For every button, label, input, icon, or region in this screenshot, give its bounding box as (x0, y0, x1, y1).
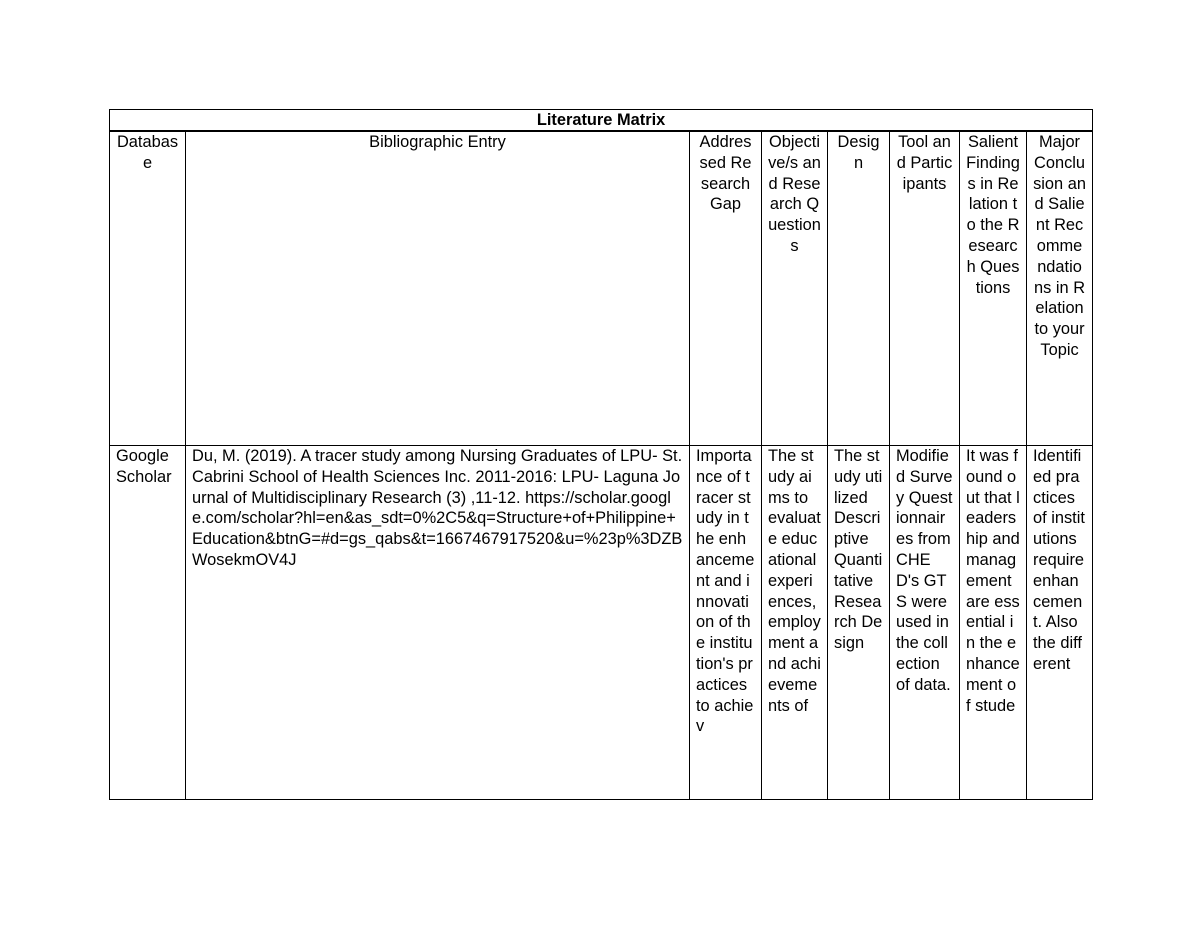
cell-database: Google Scholar (110, 446, 186, 800)
cell-research-gap: Importance of tracer study in the enhancement and innovation of the institution's practices to achiev (690, 446, 762, 800)
header-row (110, 131, 1093, 446)
header-objectives: Objective/s and Research Questions (762, 131, 828, 446)
table-title: Literature Matrix (110, 110, 1093, 132)
literature-matrix-table (109, 109, 1093, 800)
header-salient-findings: Salient Findings in Relation to the Research Questions (960, 131, 1027, 446)
cell-design: The study utilized Descriptive Quantitative Research Design (828, 446, 890, 800)
header-database: Database (110, 131, 186, 446)
header-conclusions: Major Conclusion and Salient Recommendations in Relation to your Topic (1027, 131, 1093, 446)
header-tool-participants: Tool and Participants (890, 131, 960, 446)
header-design: Design (828, 131, 890, 446)
cell-bibliographic-entry: Du, M. (2019). A tracer study among Nursing Graduates of LPU- St. Cabrini School of Health Sciences Inc. 2011-2016: LPU- Laguna Journal of Multidisciplinary Research (3) ,11-12. https://scholar.google.com/scholar?hl=en&as_sdt=0%2C5&q=Structure+of+Philippine+Education&btnG=#d=gs_qabs&t=1667467917520&u=%23p%3DZBWosekmOV4J (186, 446, 690, 800)
cell-objectives: The study aims to evaluate educational experiences, employment and achievements of (762, 446, 828, 800)
header-research-gap: Addressed Research Gap (690, 131, 762, 446)
cell-conclusions: Identified practices of institutions require enhancement. Also the different (1027, 446, 1093, 800)
cell-salient-findings: It was found out that leadership and management are essential in the enhancement of stude (960, 446, 1027, 800)
title-row (110, 110, 1093, 132)
header-bibliographic-entry: Bibliographic Entry (186, 131, 690, 446)
table-row (110, 446, 1093, 800)
cell-tool-participants: Modified Survey Questionnaires from CHED's GTS were used in the collection of data. (890, 446, 960, 800)
